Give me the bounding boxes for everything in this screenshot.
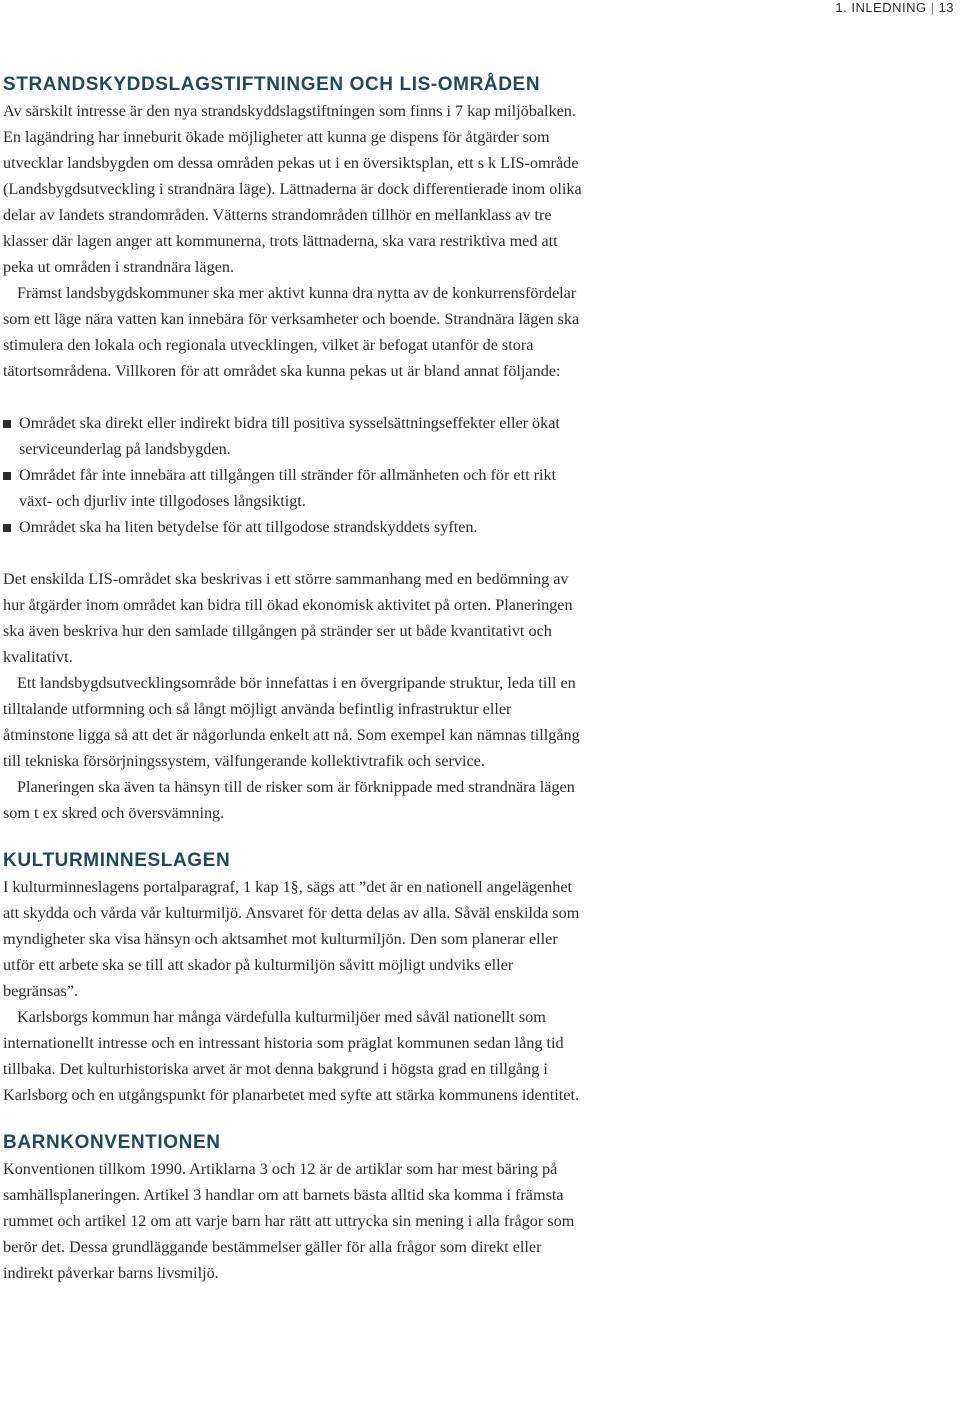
section-barnkonventionen <box>3 1130 583 1286</box>
paragraph: Planeringen ska även ta hänsyn till de risker som är förknippade med strandnära lägen som t ex skred och översvämning. <box>3 778 575 822</box>
spacer <box>3 540 583 566</box>
spacer <box>3 384 583 410</box>
page-body <box>3 72 583 1286</box>
paragraph: Ett landsbygdsutvecklingsområde bör innefattas i en övergripande struktur, leda till en tilltalande utformning och så långt möjligt använda befintlig infrastruktur eller åtminstone ligga så att det är någorlunda enkelt att nå. Som exempel kan nämnas tillgång till tekniska försörjningssystem, välfungerande kollektivtrafik och service. <box>3 674 580 770</box>
square-bullet-icon <box>3 472 11 480</box>
paragraph: Konventionen tillkom 1990. Artiklarna 3 och 12 är de artiklar som har mest bäring på samhällsplaneringen. Artikel 3 handlar om att barnets bästa alltid ska komma i främsta rummet och artikel 12 om att varje barn har rätt att uttrycka sin mening i alla frågor som berör det. Dessa grundläggande bestämmelser gäller för alla frågor som direkt eller indirekt påverkar barns livsmiljö. <box>3 1160 575 1282</box>
list-item <box>3 514 583 540</box>
list-item <box>3 410 583 462</box>
spacer <box>3 1108 583 1130</box>
section-heading: KULTURMINNESLAGEN <box>3 850 231 871</box>
page-header <box>835 0 954 15</box>
paragraph: I kulturminneslagens portalparagraf, 1 kap 1§, sägs att ”det är en nationell angelägenhet att skydda och vårda vår kulturmiljö. Ansvaret för detta delas av alla. Såväl enskilda som myndigheter ska visa hänsyn och aktsamhet mot kulturmiljön. Den som planerar eller utför ett arbete ska se till att skador på kulturmiljön såvitt möjligt undviks eller begränsas”. <box>3 878 580 1000</box>
section-strandskydd <box>3 72 583 826</box>
section-heading: STRANDSKYDDSLAGSTIFTNINGEN OCH LIS-OMRÅDEN <box>3 74 541 95</box>
list-item-text: Området får inte innebära att tillgången till stränder för allmänheten och för ett rikt växt- och djurliv inte tillgodoses långsiktigt. <box>19 466 557 510</box>
chapter-label: 1. INLEDNING <box>835 0 927 15</box>
square-bullet-icon <box>3 524 11 532</box>
conditions-list <box>3 410 583 540</box>
section-heading: BARNKONVENTIONEN <box>3 1132 221 1153</box>
paragraph: Främst landsbygdskommuner ska mer aktivt kunna dra nytta av de konkurrensfördelar som ett läge nära vatten kan innebära för verksamheter och boende. Strandnära lägen ska stimulera den lokala och regionala utvecklingen, vilket är befogat utanför de stora tätortsområdena. Villkoren för att området ska kunna pekas ut är bland annat följande: <box>3 284 580 380</box>
square-bullet-icon <box>3 420 11 428</box>
list-item-text: Området ska direkt eller indirekt bidra till positiva sysselsättningseffekter eller ökat serviceunderlag på landsbygden. <box>19 414 560 458</box>
paragraph: Karlsborgs kommun har många värdefulla kulturmiljöer med såväl nationellt som internationellt intresse och en intressant historia som präglat kommunen sedan lång tid tillbaka. Det kulturhistoriska arvet är mot denna bakgrund i högsta grad en tillgång i Karlsborg och en utgångspunkt för planarbetet med syfte att stärka kommunens identitet. <box>3 1008 580 1104</box>
list-item <box>3 462 583 514</box>
list-item-text: Området ska ha liten betydelse för att tillgodose strandskyddets syften. <box>19 518 478 536</box>
header-separator: | <box>930 0 935 15</box>
paragraph: Av särskilt intresse är den nya strandskyddslagstiftningen som finns i 7 kap miljöbalken. En lagändring har inneburit ökade möjligheter att kunna ge dispens för åtgärder som utvecklar landsbygden om dessa områden pekas ut i en översiktsplan, ett s k LIS-område (Landsbygdsutveckling i strandnära läge). Lättnaderna är dock differentierade inom olika delar av landets strandområden. Vätterns strandområden tillhör en mellanklass av tre klasser där lagen anger att kommunerna, trots lättnaderna, ska vara restriktiva med att peka ut områden i strandnära lägen. <box>3 102 582 276</box>
section-kulturminneslagen <box>3 848 583 1108</box>
paragraph: Det enskilda LIS-området ska beskrivas i ett större sammanhang med en bedömning av hur åtgärder inom området kan bidra till ökad ekonomisk aktivitet på orten. Planeringen ska även beskriva hur den samlade tillgången på stränder ser ut både kvantitativt och kvalitativt. <box>3 570 573 666</box>
spacer <box>3 826 583 848</box>
page-number: 13 <box>938 0 954 15</box>
